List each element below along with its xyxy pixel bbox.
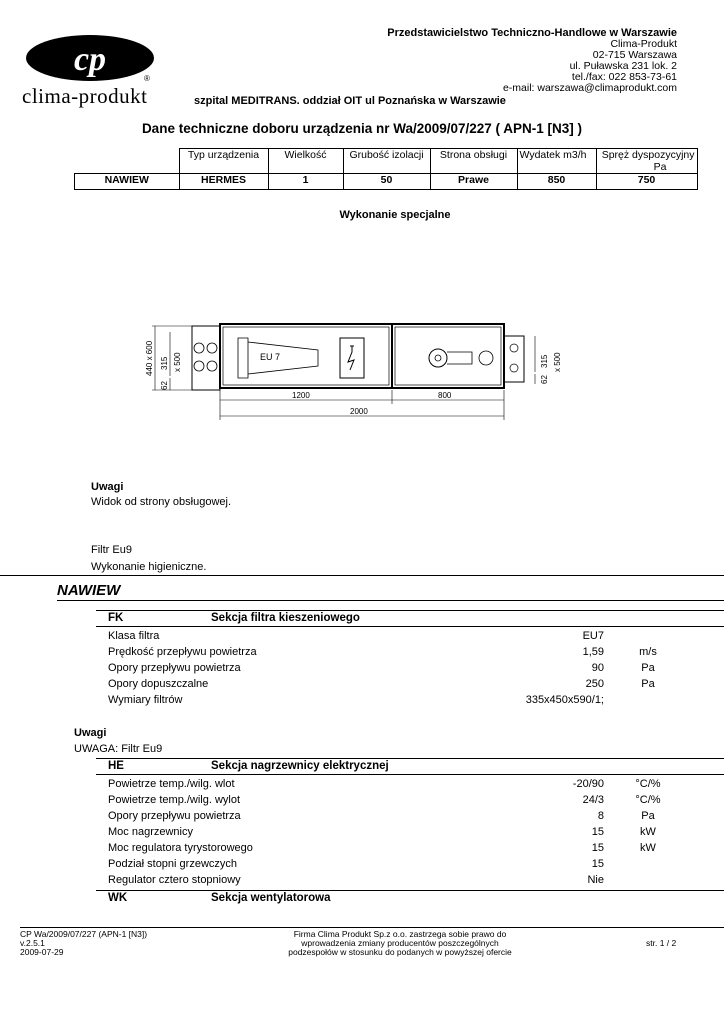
fk-row-value: 250	[585, 678, 604, 690]
fk-row-value: 1,59	[582, 646, 604, 658]
fk-row-unit: Pa	[641, 678, 655, 690]
filter-class-label: EU 7	[260, 352, 281, 362]
spec-value-pressure: 750	[596, 174, 697, 190]
project-name: szpital MEDITRANS. oddział OIT ul Poznańska w Warszawie	[194, 95, 506, 107]
spec-table-value-row	[75, 174, 698, 190]
electric-heater-icon	[340, 338, 364, 378]
dim-left-total: 440 x 600	[145, 340, 154, 376]
dim-left-a: 315	[160, 356, 169, 370]
he-row-label: Moc regulatora tyrystorowego	[108, 842, 253, 854]
header-line: tel./fax: 022 853-73-61	[571, 71, 677, 83]
dim-right-a: 315	[540, 354, 549, 368]
he-row-unit: °C/%	[635, 794, 661, 806]
dim-2000: 2000	[350, 407, 368, 416]
spec-header-pressure	[596, 149, 697, 174]
divider	[0, 575, 724, 576]
spec-value-service-side: Prawe	[430, 174, 517, 190]
fk-name: Sekcja filtra kieszeniowego	[211, 612, 360, 624]
unit-drawing	[140, 318, 580, 428]
wk-name: Sekcja wentylatorowa	[211, 892, 331, 904]
fan-section	[392, 324, 504, 388]
he-row-value: Nie	[587, 874, 604, 886]
footer-version: v.2.5.1	[20, 938, 45, 948]
fk-row-value: EU7	[582, 630, 604, 642]
special-version-heading: Wykonanie specjalne	[339, 209, 451, 221]
dim-left-b: x 500	[173, 352, 182, 372]
footer-doc-number: CP Wa/2009/07/227 (APN-1 [N3])	[20, 929, 148, 939]
header-line: e-mail: warszawa@climaprodukt.com	[502, 82, 677, 94]
notes-line: Wykonanie higieniczne.	[91, 561, 207, 573]
logo-text: clima-produkt	[22, 84, 148, 108]
spec-value-type: HERMES	[179, 174, 268, 190]
wk-code: WK	[108, 892, 128, 904]
divider	[96, 610, 724, 611]
svg-text:cp: cp	[73, 41, 107, 78]
fk-row-label: Klasa filtra	[108, 630, 160, 642]
he-row-value: 15	[591, 826, 604, 838]
spec-table-header-row	[75, 149, 698, 174]
page-title: Dane techniczne doboru urządzenia nr Wa/2009/07/227 ( APN-1 [N3] )	[141, 121, 583, 136]
fk-row-label: Wymiary filtrów	[108, 694, 183, 706]
spec-header-size: Wielkość	[268, 149, 343, 174]
header-line: 02-715 Warszawa	[592, 49, 677, 61]
he-row-value: 15	[591, 842, 604, 854]
divider	[57, 600, 724, 601]
company-logo	[22, 32, 162, 112]
spec-header-pressure-unit: Pa	[653, 161, 667, 173]
header-line: ul. Puławska 231 lok. 2	[569, 60, 677, 72]
footer-disclaimer-line: Firma Clima Produkt Sp.z o.o. zastrzega sobie prawo do	[293, 929, 507, 939]
spec-value-size: 1	[268, 174, 343, 190]
he-row-label: Podział stopni grzewczych	[108, 858, 238, 870]
fk-row-label: Prędkość przepływu powietrza	[108, 646, 257, 658]
dim-right-c: 62	[540, 375, 549, 384]
pocket-filter-icon	[238, 338, 248, 378]
footer-disclaimer	[270, 930, 530, 957]
spec-header-type: Typ urządzenia	[179, 149, 268, 174]
divider	[96, 774, 724, 775]
dim-right-b: x 500	[553, 352, 562, 372]
divider	[96, 890, 724, 891]
fk-row-value: 335x450x590/1;	[525, 694, 604, 706]
cp-logo-mark	[22, 32, 162, 84]
footer-disclaimer-line: wprowadzenia zmiany producentów poszczególnych	[301, 938, 499, 948]
fk-row-label: Opory przepływu powietrza	[108, 662, 241, 674]
divider	[96, 758, 724, 759]
he-row-unit: kW	[640, 842, 656, 854]
notes-line: Widok od strony obsługowej.	[91, 496, 232, 508]
footer-disclaimer-line: podzespołów w stosunku do podanych w powyższej ofercie	[288, 947, 512, 957]
footer-doc-info	[20, 930, 147, 957]
he-name: Sekcja nagrzewnicy elektrycznej	[211, 760, 389, 772]
divider	[96, 626, 724, 627]
spec-header-airflow: Wydatek m3/h	[517, 149, 596, 174]
logo-registered-mark: ®	[144, 74, 150, 83]
header-company: Przedstawicielstwo Techniczno-Handlowe w Warszawie	[387, 27, 677, 39]
fan-icon	[429, 349, 447, 367]
fk-row-unit: m/s	[639, 646, 657, 658]
spec-value-insulation: 50	[343, 174, 430, 190]
he-row-unit: Pa	[641, 810, 655, 822]
he-row-value: 15	[591, 858, 604, 870]
he-row-unit: °C/%	[635, 778, 661, 790]
notes-heading: Uwagi	[91, 481, 124, 493]
he-row-label: Moc nagrzewnicy	[108, 826, 193, 838]
spec-value-name: NAWIEW	[75, 174, 180, 190]
spec-header-empty	[75, 149, 180, 174]
intake-damper-icon	[194, 343, 204, 353]
he-row-unit: kW	[640, 826, 656, 838]
page-number: str. 1 / 2	[646, 938, 677, 948]
fk-row-label: Opory dopuszczalne	[108, 678, 209, 690]
he-row-label: Powietrze temp./wilg. wylot	[108, 794, 241, 806]
dim-left-c: 62	[160, 381, 169, 390]
dim-1200: 1200	[292, 391, 310, 400]
footer-divider	[20, 927, 724, 928]
outlet-damper-box	[504, 336, 524, 382]
fk-row-value: 90	[591, 662, 604, 674]
dim-800: 800	[438, 391, 452, 400]
intake-damper-box	[192, 326, 220, 390]
fk-row-unit: Pa	[641, 662, 655, 674]
spec-header-service-side: Strona obsługi	[430, 149, 517, 174]
he-row-value: 24/3	[582, 794, 604, 806]
fk-notes-text: UWAGA: Filtr Eu9	[74, 743, 163, 755]
notes-line: Filtr Eu9	[91, 544, 132, 556]
he-row-value: 8	[597, 810, 604, 822]
footer-date: 2009-07-29	[20, 947, 64, 957]
fk-code: FK	[108, 612, 124, 624]
spec-header-insulation: Grubość izolacji	[343, 149, 430, 174]
header-line: Clima-Produkt	[610, 38, 677, 50]
section-title: NAWIEW	[57, 582, 121, 599]
he-row-label: Powietrze temp./wilg. wlot	[108, 778, 235, 790]
fk-notes-heading: Uwagi	[74, 727, 107, 739]
he-row-label: Opory przepływu powietrza	[108, 810, 241, 822]
he-row-label: Regulator cztero stopniowy	[108, 874, 241, 886]
spec-table	[74, 148, 698, 190]
spec-value-airflow: 850	[517, 174, 596, 190]
he-code: HE	[108, 760, 124, 772]
spec-header-pressure-label: Spręż dyspozycyjny	[601, 149, 695, 161]
he-row-value: -20/90	[572, 778, 604, 790]
header-address	[387, 28, 677, 94]
